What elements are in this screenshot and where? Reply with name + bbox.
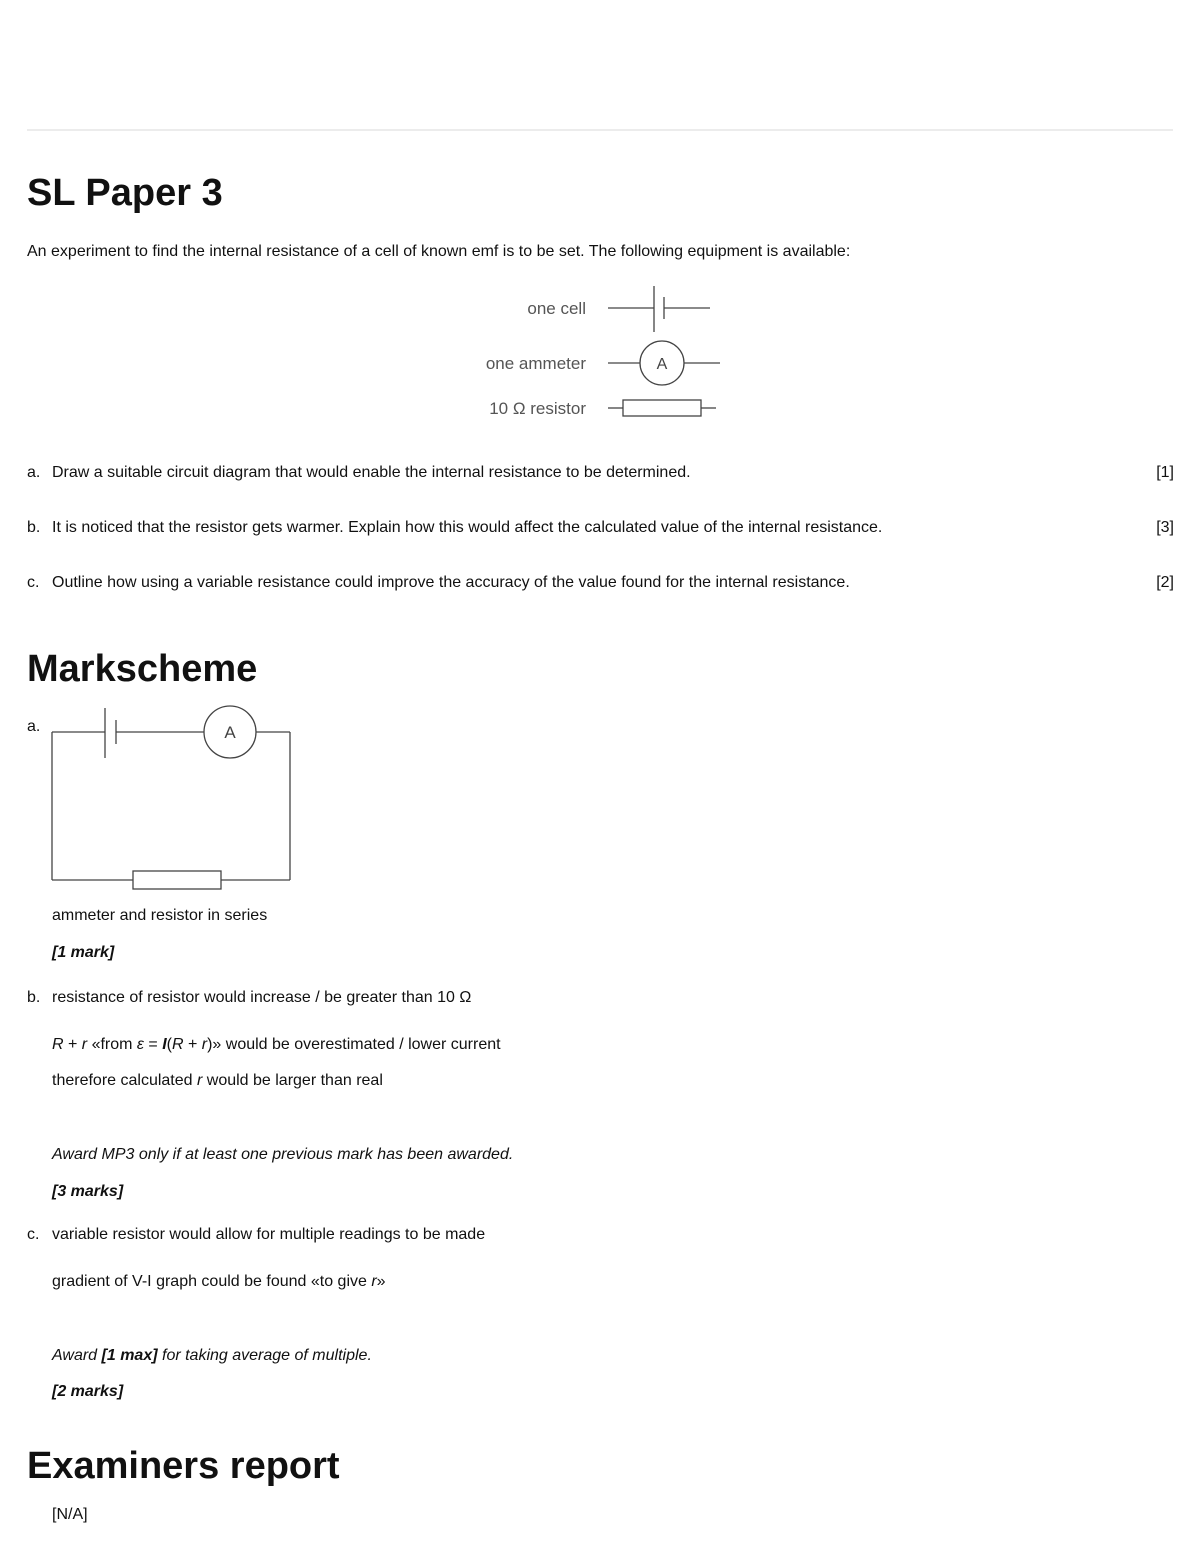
circuit-resistor — [133, 871, 221, 889]
resistor-symbol — [608, 400, 716, 416]
markscheme-c-letter: c. — [27, 1226, 40, 1243]
markscheme-c-note: Award [1 max] for taking average of multiple. — [52, 1347, 372, 1364]
markscheme-b-line1: resistance of resistor would increase / be greater than 10 Ω — [52, 989, 472, 1006]
question-c-letter: c. — [27, 574, 40, 591]
question-a-marks: [1] — [1156, 464, 1174, 481]
question-c-marks: [2] — [1156, 574, 1174, 591]
question-b-marks: [3] — [1156, 519, 1174, 536]
cell-symbol — [608, 286, 710, 332]
markscheme-b-marks: [3 marks] — [52, 1183, 124, 1200]
markscheme-c-line1: variable resistor would allow for multiple readings to be made — [52, 1226, 486, 1243]
markscheme-b-line2: R + r «from ε = I(R + r)» would be overestimated / lower current — [52, 1036, 501, 1053]
markscheme-a-marks: [1 mark] — [52, 944, 115, 961]
markscheme-a-letter: a. — [27, 718, 41, 735]
examiners-report-text: [N/A] — [52, 1506, 88, 1523]
markscheme-b-note: Award MP3 only if at least one previous mark has been awarded. — [52, 1146, 514, 1163]
ammeter-label: one ammeter — [485, 354, 586, 373]
examiners-report-title: Examiners report — [27, 1445, 340, 1487]
question-a-text: Draw a suitable circuit diagram that would enable the internal resistance to be determined. — [52, 464, 691, 481]
equipment-diagram — [460, 280, 740, 425]
question-c-text: Outline how using a variable resistance could improve the accuracy of the value found for the internal resistance. — [52, 574, 850, 591]
intro-text: An experiment to find the internal resistance of a cell of known emf is to be set. The following equipment is available: — [27, 243, 851, 260]
markscheme-c-line2: gradient of V-I graph could be found «to give r» — [52, 1273, 386, 1290]
top-divider — [27, 129, 1173, 131]
question-b-letter: b. — [27, 519, 41, 536]
markscheme-a-answer: ammeter and resistor in series — [52, 907, 268, 924]
markscheme-c-marks: [2 marks] — [52, 1383, 124, 1400]
resistor-label: 10 Ω resistor — [489, 399, 586, 418]
question-b-text: It is noticed that the resistor gets warmer. Explain how this would affect the calculated value of the internal resistance. — [52, 519, 883, 536]
paper-title: SL Paper 3 — [27, 172, 223, 214]
markscheme-b-letter: b. — [27, 989, 41, 1006]
circuit-diagram — [48, 702, 298, 894]
question-a-letter: a. — [27, 464, 41, 481]
markscheme-b-line3: therefore calculated r would be larger than real — [52, 1072, 383, 1089]
markscheme-title: Markscheme — [27, 648, 258, 690]
ammeter-symbol-letter: A — [656, 356, 668, 373]
cell-label: one cell — [527, 299, 586, 318]
circuit-ammeter-letter: A — [224, 723, 236, 742]
